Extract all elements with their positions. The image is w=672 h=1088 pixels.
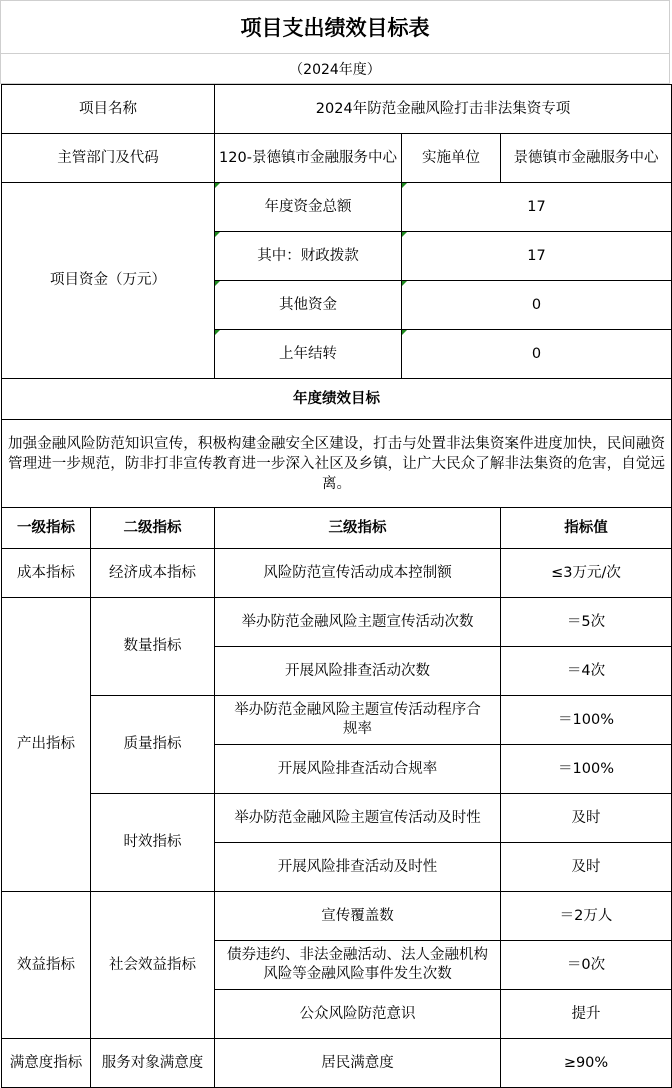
cost-level2: 经济成本指标 [91,549,215,598]
fund-carryover-value: 0 [402,330,672,379]
fund-other-value: 0 [402,281,672,330]
benefit-level1: 效益指标 [2,892,91,1039]
satisfaction-item-name: 居民满意度 [215,1039,501,1088]
satisfaction-item-value: ≥90% [501,1039,672,1088]
benefit-item-value: ＝0次 [501,941,672,990]
fund-other-label: 其他资金 [215,281,402,330]
satisfaction-level1: 满意度指标 [2,1039,91,1088]
quantity-item-value: ＝4次 [501,647,672,696]
funds-label: 项目资金（万元） [2,183,215,379]
sheet-title: 项目支出绩效目标表 [0,0,670,54]
header-level3: 三级指标 [215,508,501,549]
cost-item-value: ≤3万元/次 [501,549,672,598]
annual-goal-text: 加强金融风险防范知识宣传，积极构建金融安全区建设，打击与处置非法集资案件进度加快，民间融资管理进一步规范，防非打非宣传教育进一步深入社区及乡镇，让广大民众了解非法集资的危害，自觉远离。 [2,420,672,508]
quality-item-name: 开展风险排查活动合规率 [215,745,501,794]
header-value: 指标值 [501,508,672,549]
impl-label: 实施单位 [402,134,501,183]
benefit-item-name: 债券违约、非法金融活动、法人金融机构风险等金融风险事件发生次数 [215,941,501,990]
header-level1: 一级指标 [2,508,91,549]
sheet-year: （2024年度） [0,54,670,84]
benefit-level2: 社会效益指标 [91,892,215,1039]
timeliness-item-name: 举办防范金融风险主题宣传活动及时性 [215,794,501,843]
quantity-level2: 数量指标 [91,598,215,696]
project-name-label: 项目名称 [2,85,215,134]
quantity-item-name: 举办防范金融风险主题宣传活动次数 [215,598,501,647]
target-table [1,84,672,1088]
timeliness-item-value: 及时 [501,843,672,892]
fund-carryover-label: 上年结转 [215,330,402,379]
timeliness-item-value: 及时 [501,794,672,843]
quality-item-name: 举办防范金融风险主题宣传活动程序合规率 [215,696,501,745]
cost-item-name: 风险防范宣传活动成本控制额 [215,549,501,598]
benefit-item-value: 提升 [501,990,672,1039]
cost-level1: 成本指标 [2,549,91,598]
timeliness-level2: 时效指标 [91,794,215,892]
fund-total-label: 年度资金总额 [215,183,402,232]
quality-item-value: ＝100% [501,745,672,794]
annual-goal-heading: 年度绩效目标 [2,379,672,420]
fund-fiscal-value: 17 [402,232,672,281]
dept-value: 120-景德镇市金融服务中心 [215,134,402,183]
header-level2: 二级指标 [91,508,215,549]
benefit-item-name: 宣传覆盖数 [215,892,501,941]
satisfaction-level2: 服务对象满意度 [91,1039,215,1088]
fund-total-value: 17 [402,183,672,232]
quality-level2: 质量指标 [91,696,215,794]
timeliness-item-name: 开展风险排查活动及时性 [215,843,501,892]
benefit-item-name: 公众风险防范意识 [215,990,501,1039]
quantity-item-value: ＝5次 [501,598,672,647]
dept-label: 主管部门及代码 [2,134,215,183]
project-name-value: 2024年防范金融风险打击非法集资专项 [215,85,672,134]
impl-value: 景德镇市金融服务中心 [501,134,672,183]
fund-fiscal-label: 其中：财政拨款 [215,232,402,281]
output-level1: 产出指标 [2,598,91,892]
benefit-item-value: ＝2万人 [501,892,672,941]
quantity-item-name: 开展风险排查活动次数 [215,647,501,696]
quality-item-value: ＝100% [501,696,672,745]
